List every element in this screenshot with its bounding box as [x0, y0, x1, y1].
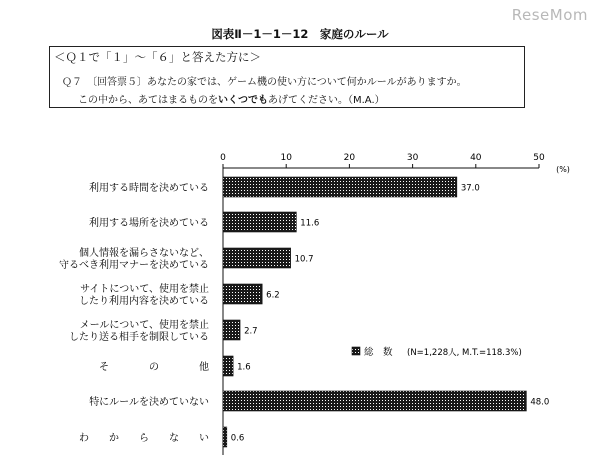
- legend-note: (N=1,228人, M.T.=118.3%): [407, 348, 522, 358]
- bar-value-label: 11.6: [300, 218, 320, 229]
- x-tick-label: 0: [220, 153, 226, 163]
- question-text: Ｑ７ 〔回答票５〕あなたの家では、ゲーム機の使い方について何かルールがありますか。: [62, 77, 467, 88]
- category-label: サイトについて、使用を禁止: [80, 284, 209, 295]
- x-tick-label: 40: [470, 153, 482, 163]
- bar-value-label: 37.0: [460, 183, 480, 194]
- bar: [223, 427, 227, 447]
- category-label: したり利用内容を決めている: [79, 296, 209, 307]
- category-label: 利用する時間を決めている: [89, 183, 209, 194]
- x-tick-label: 20: [343, 153, 356, 163]
- bar-value-label: 2.7: [244, 326, 258, 337]
- category-label: 個人情報を漏らさないなど、: [79, 248, 209, 259]
- bar-value-label: 6.2: [266, 290, 280, 301]
- bar: [223, 212, 296, 232]
- bar-value-label: 0.6: [230, 433, 245, 444]
- bar-value-label: 10.7: [294, 254, 314, 265]
- x-tick-label: 30: [406, 153, 419, 163]
- figure-title: 図表Ⅱ－1－1－12 家庭のルール: [211, 27, 389, 41]
- legend-swatch: [352, 347, 360, 355]
- bar: [223, 391, 526, 411]
- category-label: わ か ら な い: [79, 433, 209, 444]
- category-label: したり送る相手を制限している: [69, 332, 209, 343]
- category-label: メールについて、使用を禁止: [79, 320, 209, 331]
- x-tick-label: 10: [280, 153, 292, 163]
- category-label: そ の 他: [99, 362, 209, 373]
- question-header: ＜Ｑ１で「１」～「６」と答えた方に＞: [54, 50, 261, 64]
- category-label: 特にルールを決めていない: [89, 397, 209, 408]
- watermark-logo: ReseMom: [511, 6, 588, 24]
- instruction-pre: この中から、あてはまるものを: [78, 95, 218, 106]
- unit-label: (%): [556, 165, 570, 174]
- category-label: 利用する場所を決めている: [89, 218, 209, 229]
- legend-label: 総 数: [364, 347, 393, 358]
- bar: [223, 356, 233, 376]
- x-tick-label: 50: [533, 153, 545, 163]
- bar: [223, 320, 240, 340]
- bar: [223, 248, 291, 268]
- category-label: 守るべき利用マナーを決めている: [59, 260, 209, 271]
- bar-value-label: 48.0: [530, 397, 550, 408]
- bar-value-label: 1.6: [237, 362, 251, 373]
- bar: [223, 177, 457, 197]
- instruction-post: あげてください。（M.A.）: [268, 95, 385, 106]
- instruction-emphasis: いくつでも: [218, 95, 268, 106]
- bar: [223, 284, 262, 304]
